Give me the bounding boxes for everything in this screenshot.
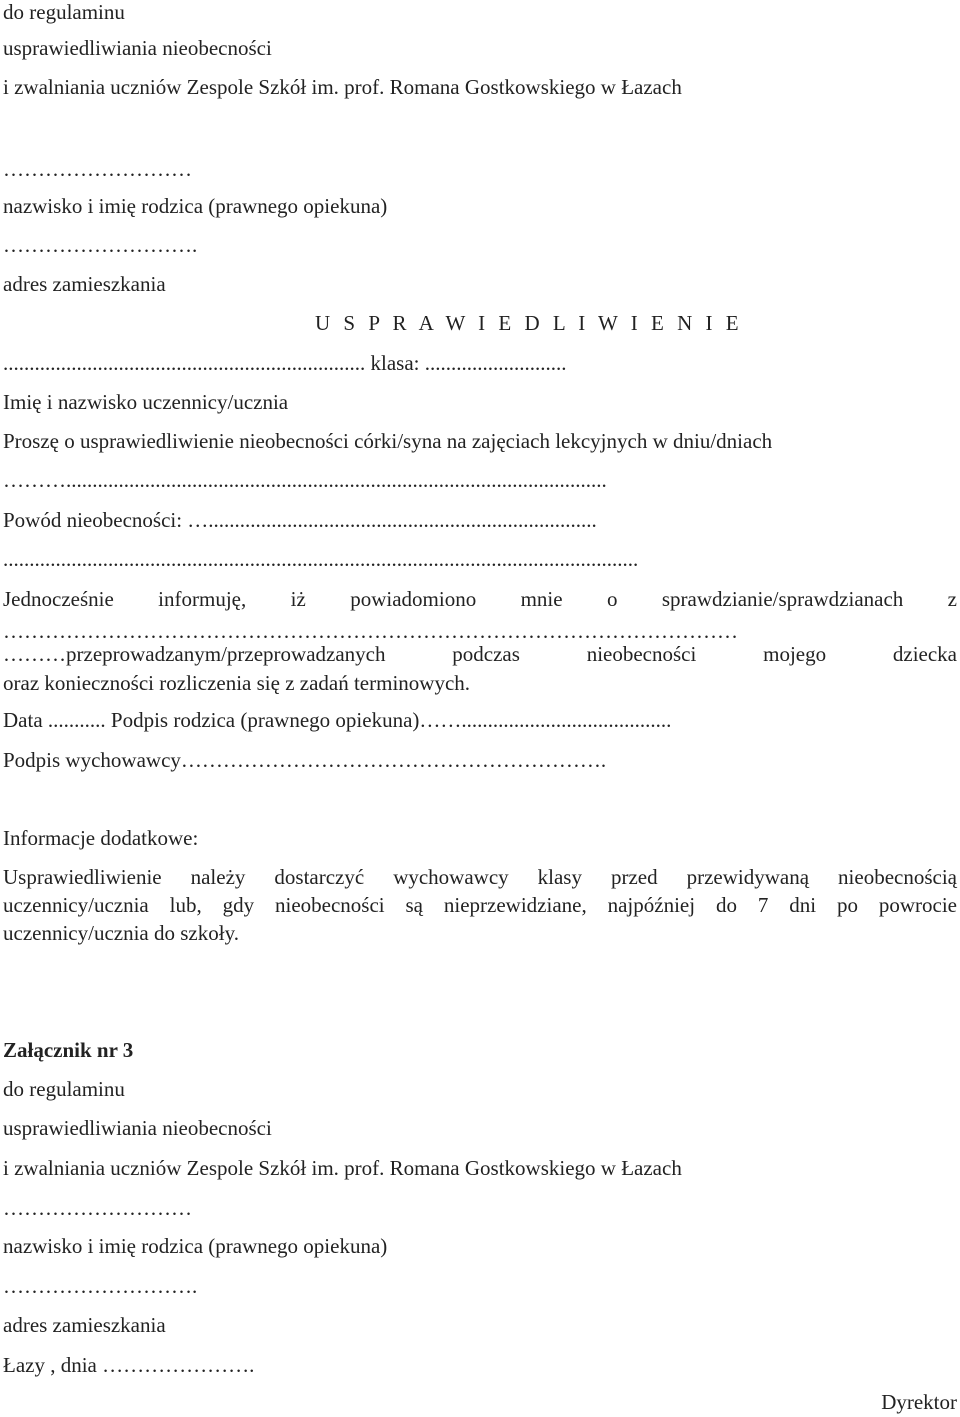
parent-name-dots: ……………………… xyxy=(3,157,192,181)
absence-request-text: Proszę o usprawiedliwienie nieobecności córki/syna na zajęciach lekcyjnych w dniu/dniach xyxy=(3,429,773,453)
parent-name-label: nazwisko i imię rodzica (prawnego opiekuna) xyxy=(3,194,388,218)
additional-info-line-2: uczennicy/ucznia lub, gdy nieobecności są nieprzewidziane, najpóźniej do 7 dni po powrocie xyxy=(3,893,957,917)
annex-3-parent-name-label: nazwisko i imię rodzica (prawnego opiekuna) xyxy=(3,1234,388,1258)
date-parent-signature-line: Data ........... Podpis rodzica (prawnego opiekuna)……........................................ xyxy=(3,708,672,732)
annex-3-title: Załącznik nr 3 xyxy=(3,1038,134,1062)
regulation-reference-line-2: usprawiedliwiania nieobecności xyxy=(3,36,272,60)
settle-tasks-text: oraz konieczności rozliczenia się z zadań terminowych. xyxy=(3,671,471,695)
student-name-label: Imię i nazwisko uczennicy/ucznia xyxy=(3,390,289,414)
additional-info-heading: Informacje dodatkowe: xyxy=(3,826,199,850)
regulation-reference-line-1: do regulaminu xyxy=(3,0,125,24)
annex-3-address-label: adres zamieszkania xyxy=(3,1313,166,1337)
student-class-line: ..................................................................... klasa: ........................... xyxy=(3,351,567,375)
tests-notice-text: Jednocześnie informuję, iż powiadomiono mnie o sprawdzianie/sprawdzianach z xyxy=(3,587,957,611)
annex-3-addressee: Dyrektor xyxy=(881,1390,957,1414)
form-title: U S P R A W I E D L I W I E N I E xyxy=(315,311,743,335)
teacher-signature-line: Podpis wychowawcy……………………………………………………. xyxy=(3,748,607,772)
tests-notice-dots: …………………………………………………………………………………………… xyxy=(3,619,738,643)
absence-reason-line: Powód nieobecności: ….......................................................................... xyxy=(3,508,597,532)
regulation-reference-line-3: i zwalniania uczniów Zespole Szkół im. prof. Romana Gostkowskiego w Łazach xyxy=(3,75,682,99)
annex-3-reference-line-2: usprawiedliwiania nieobecności xyxy=(3,1116,272,1140)
additional-info-line-3: uczennicy/ucznia do szkoły. xyxy=(3,921,239,945)
additional-info-line-1: Usprawiedliwienie należy dostarczyć wychowawcy klasy przed przewidywaną nieobecnością xyxy=(3,865,957,889)
annex-3-reference-line-3: i zwalniania uczniów Zespole Szkół im. prof. Romana Gostkowskiego w Łazach xyxy=(3,1156,682,1180)
annex-3-address-dots: ………………………. xyxy=(3,1274,198,1298)
tests-conducted-text: ………przeprowadzanym/przeprowadzanych podczas nieobecności mojego dziecka xyxy=(3,642,957,666)
annex-3-reference-line-1: do regulaminu xyxy=(3,1077,125,1101)
address-label: adres zamieszkania xyxy=(3,272,166,296)
annex-3-place-date: Łazy , dnia …………………. xyxy=(3,1353,255,1377)
address-dots: ………………………. xyxy=(3,233,198,257)
annex-3-parent-name-dots: ……………………… xyxy=(3,1196,192,1220)
absence-days-dots: ………....................................................................................................... xyxy=(3,468,607,492)
absence-reason-dots: ......................................................................................................................... xyxy=(3,547,639,571)
